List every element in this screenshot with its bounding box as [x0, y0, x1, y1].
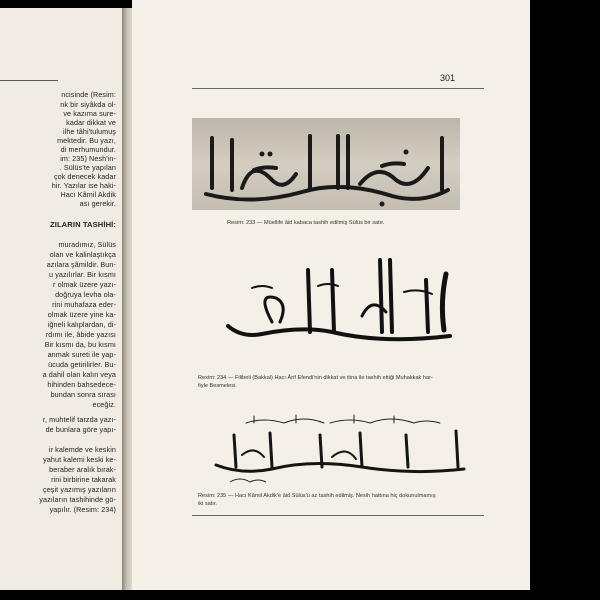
- text-line: doğruya levha ola-: [55, 290, 116, 299]
- text-line: olan ve kalinlaştıkça: [49, 250, 116, 259]
- text-line: mektedir. Bu yazı,: [57, 136, 116, 145]
- text-line: ve kazıma sure-: [63, 109, 116, 118]
- text-line: a dahil olan kalın veya: [42, 370, 116, 379]
- figure-234-caption-line-2: fiyle Besmelesi.: [198, 383, 237, 389]
- text-line: ücuda getirilirler. Bu-: [48, 360, 116, 369]
- text-line: eceğiz.: [92, 400, 116, 409]
- figure-233-calligraphy: [192, 118, 460, 210]
- text-line: hihinden bahsedece-: [47, 380, 116, 389]
- text-line: . Sülüs'te yapılan: [59, 163, 116, 172]
- text-line: ncisinde (Resim:: [61, 90, 116, 99]
- text-line: olmak üzere yine ka-: [47, 310, 116, 319]
- figure-235-caption-line-2: iki satır.: [198, 501, 217, 507]
- figure-235-caption-line-1: Resim: 235 — Hacı Kâmil Akdik'e âid Sülüs'ü az tashih edilmiş. Nesih hattına hiç dokunulmamış: [198, 493, 436, 499]
- text-line: r, muhtelif tarzda yazı-: [42, 415, 116, 424]
- section-rule: [0, 80, 58, 81]
- text-line: im: 235) Nesh'in-: [60, 154, 116, 163]
- text-line: nk bir siyâkda ol-: [60, 100, 116, 109]
- text-line: ilhe tâhi'tulumuş: [62, 127, 116, 136]
- text-line: Hacı Kâmil Akdik: [60, 190, 116, 199]
- text-line: yapılır. (Resim: 234): [49, 505, 116, 514]
- right-page: [132, 0, 530, 590]
- footer-rule: [192, 515, 484, 516]
- text-line: çok denecek kadar: [53, 172, 116, 181]
- figure-235-thuluth-line: [212, 425, 472, 475]
- figure-234-caption-line-1: Resim: 234 — Filibeli (Bakkal) Hacı Ârif Efendi'nin dikkat ve itina ile tashih ettiği Muhakkak har-: [198, 375, 433, 381]
- text-line: di merhumundur.: [60, 145, 116, 154]
- text-line: r olmak üzere yazı-: [52, 280, 116, 289]
- text-line: muradımız, Sülüs: [58, 240, 116, 249]
- text-line: azılara şâmildir. Bun-: [46, 260, 116, 269]
- text-line: anmak sureti ile yap-: [47, 350, 116, 359]
- text-line: çeşit yazımış yazıların: [43, 485, 116, 494]
- text-line: beraber aralık bırak-: [49, 465, 116, 474]
- text-line: u yazılırlar. Bir kısmı: [49, 270, 116, 279]
- text-line: kadar dikkat ve: [66, 118, 116, 127]
- text-line: bundan sonra sırası: [50, 390, 116, 399]
- figure-235-caption: [198, 492, 436, 508]
- text-line: ası gerekir.: [79, 199, 116, 208]
- text-line: Bir kısmı da, bu kısmı: [44, 340, 116, 349]
- figure-234-calligraphy: [222, 252, 462, 347]
- section-heading: ZILARIN TASHİHİ:: [50, 220, 116, 229]
- text-line: iğneli kalıplardan, di-: [47, 320, 116, 329]
- text-line: rdımı ile, âbide yazısı: [45, 330, 116, 339]
- page-number: 301: [440, 73, 456, 83]
- text-line: rini birbirine takarak: [51, 475, 116, 484]
- text-line: ir kalemde ve keskin: [48, 445, 116, 454]
- text-line: rini muhafaza eder-: [52, 300, 116, 309]
- text-line: yazıların tashihinde gö-: [39, 495, 116, 504]
- text-line: hir. Yazılar ise haki-: [51, 181, 116, 190]
- figure-233-caption: Resim: 233 — Müellife âid kabaca tashih edilmiş Sülüs bir satır.: [227, 220, 385, 226]
- left-page: [0, 8, 122, 590]
- figure-234-caption: [198, 374, 433, 390]
- header-rule: [192, 88, 484, 89]
- text-line: de bunlara göre yapı-: [45, 425, 116, 434]
- text-line: yahut kalemi keski ke-: [43, 455, 116, 464]
- figure-235-naskh-line-bottom: [228, 474, 268, 484]
